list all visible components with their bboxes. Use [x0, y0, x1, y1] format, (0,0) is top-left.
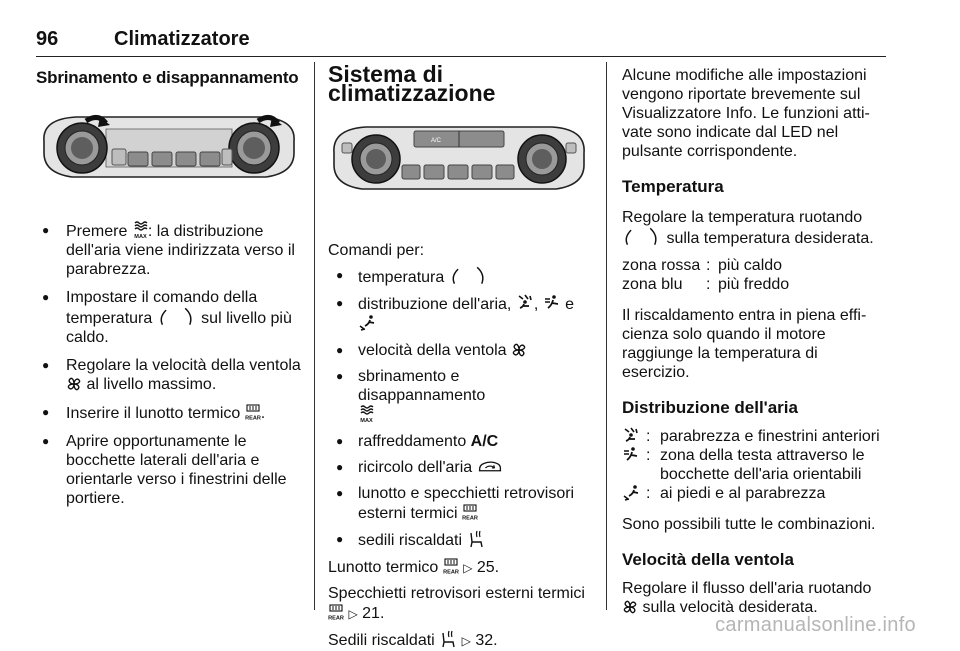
list-item: ● ricircolo dell'aria [328, 458, 590, 477]
subheading-air-distribution: Distribuzione dell'aria [622, 398, 798, 417]
temperature-instruction: Regolare la temperatura ruotando sulla temperatura desiderata. [622, 209, 874, 247]
fan-icon [511, 342, 527, 358]
reference-arrow-icon: ▷ [463, 561, 473, 575]
section-heading-defrost: Sbrinamento e disappannamento [36, 68, 299, 87]
list-item: ● Inserire il lunotto termico . [36, 403, 302, 423]
rear-window-heater-icon [443, 557, 459, 575]
list-item: ● Impostare il comando della temperatura sul livello più caldo. [36, 288, 302, 347]
chapter-title: Climatizzatore [114, 28, 250, 50]
feet-air-icon [358, 314, 376, 332]
column-defrost [36, 62, 302, 517]
head-air-icon [543, 294, 561, 312]
reference-arrow-icon: ▷ [461, 634, 471, 648]
list-item: ● sedili riscaldati [328, 530, 590, 550]
heating-note: Il riscaldamento entra in piena efficienza solo quando il motore raggiunge la temperatura di esercizio. [622, 307, 867, 381]
ref-rear-window: Lunotto termico ▷ 25. [328, 559, 500, 576]
recirculation-icon [477, 459, 503, 475]
rear-window-heater-icon [328, 603, 344, 621]
heated-seat-icon [467, 530, 485, 548]
defrost-max-icon [358, 405, 374, 423]
fan-icon [66, 376, 82, 392]
watermark: carmanualsonline.info [715, 614, 916, 636]
list-item: ● lunotto e specchietti retrovisori esterni termici [328, 484, 590, 523]
fan-icon [622, 599, 638, 615]
rear-window-heater-icon [245, 403, 261, 421]
column-divider-left [314, 62, 315, 610]
section-heading-climate: Sistema di climatizzazione [328, 61, 496, 106]
defrost-max-icon [132, 221, 148, 239]
temperature-dial-icon [157, 307, 197, 326]
ref-mirrors: Specchietti retrovisori esterni termici ▷ 21. [328, 585, 585, 622]
subheading-temperature: Temperatura [622, 177, 724, 196]
subheading-fan-speed: Velocità della ventola [622, 550, 794, 569]
list-item: ● distribuzione dell'aria, , e [328, 294, 590, 334]
temperature-zones: zona rossa : più caldo zona blu : più freddo [622, 257, 790, 293]
list-item: ● Premere : la distribuzione dell'aria viene indirizzata verso il parabrezza. [36, 221, 302, 279]
defrost-steps [36, 221, 302, 508]
list-item: ● temperatura [328, 266, 590, 287]
head-air-icon [622, 446, 640, 464]
rear-window-heater-icon [462, 503, 478, 521]
page-number: 96 [36, 28, 59, 50]
list-item: ● sbrinamento e disappannamento [328, 367, 590, 425]
column-climate-system [328, 62, 590, 651]
heated-seat-icon [439, 630, 457, 648]
climate-panel-illustration-defrost [36, 111, 302, 191]
column-divider-right [606, 62, 607, 610]
page-header [36, 26, 886, 57]
temperature-dial-icon [449, 266, 489, 285]
fan-instruction: Regolare il flusso dell'aria ruotando sulla velocità desiderata. [622, 580, 872, 616]
controls-intro: Comandi per: [328, 242, 425, 259]
feet-air-icon [622, 484, 640, 502]
svg-text:A/C: A/C [430, 138, 442, 144]
windscreen-air-icon [516, 294, 534, 312]
list-item: ● Aprire opportunamente le bocchette laterali dell'aria e orientarle verso i finestrini delle portiere. [36, 432, 302, 508]
list-item: ● velocità della ventola [328, 341, 590, 360]
ref-heated-seats: Sedili riscaldati ▷ 32. [328, 632, 498, 649]
list-item: ● Regolare la velocità della ventola al livello massimo. [36, 356, 302, 394]
column-settings [622, 62, 888, 617]
air-distribution-list: : parabrezza e finestrini anteriori : zona della testa attraverso le bocchette dell'aria orientabili : ai piedi e al parabrezza [622, 427, 888, 503]
climate-panel-illustration [328, 121, 590, 201]
controls-list [328, 266, 590, 550]
temperature-dial-icon [622, 227, 662, 246]
windscreen-air-icon [622, 427, 640, 445]
reference-arrow-icon: ▷ [348, 607, 358, 621]
list-item: ● raffreddamento A/C [328, 432, 590, 451]
ac-label: A/C [470, 433, 499, 450]
settings-intro: Alcune modifiche alle impostazioni vengono riportate brevemente sul Visualizzatore Info. Le funzioni attivate sono indicate dal LED nel pulsante corrispondente. [622, 67, 870, 160]
combinations-note: Sono possibili tutte le combinazioni. [622, 516, 876, 533]
